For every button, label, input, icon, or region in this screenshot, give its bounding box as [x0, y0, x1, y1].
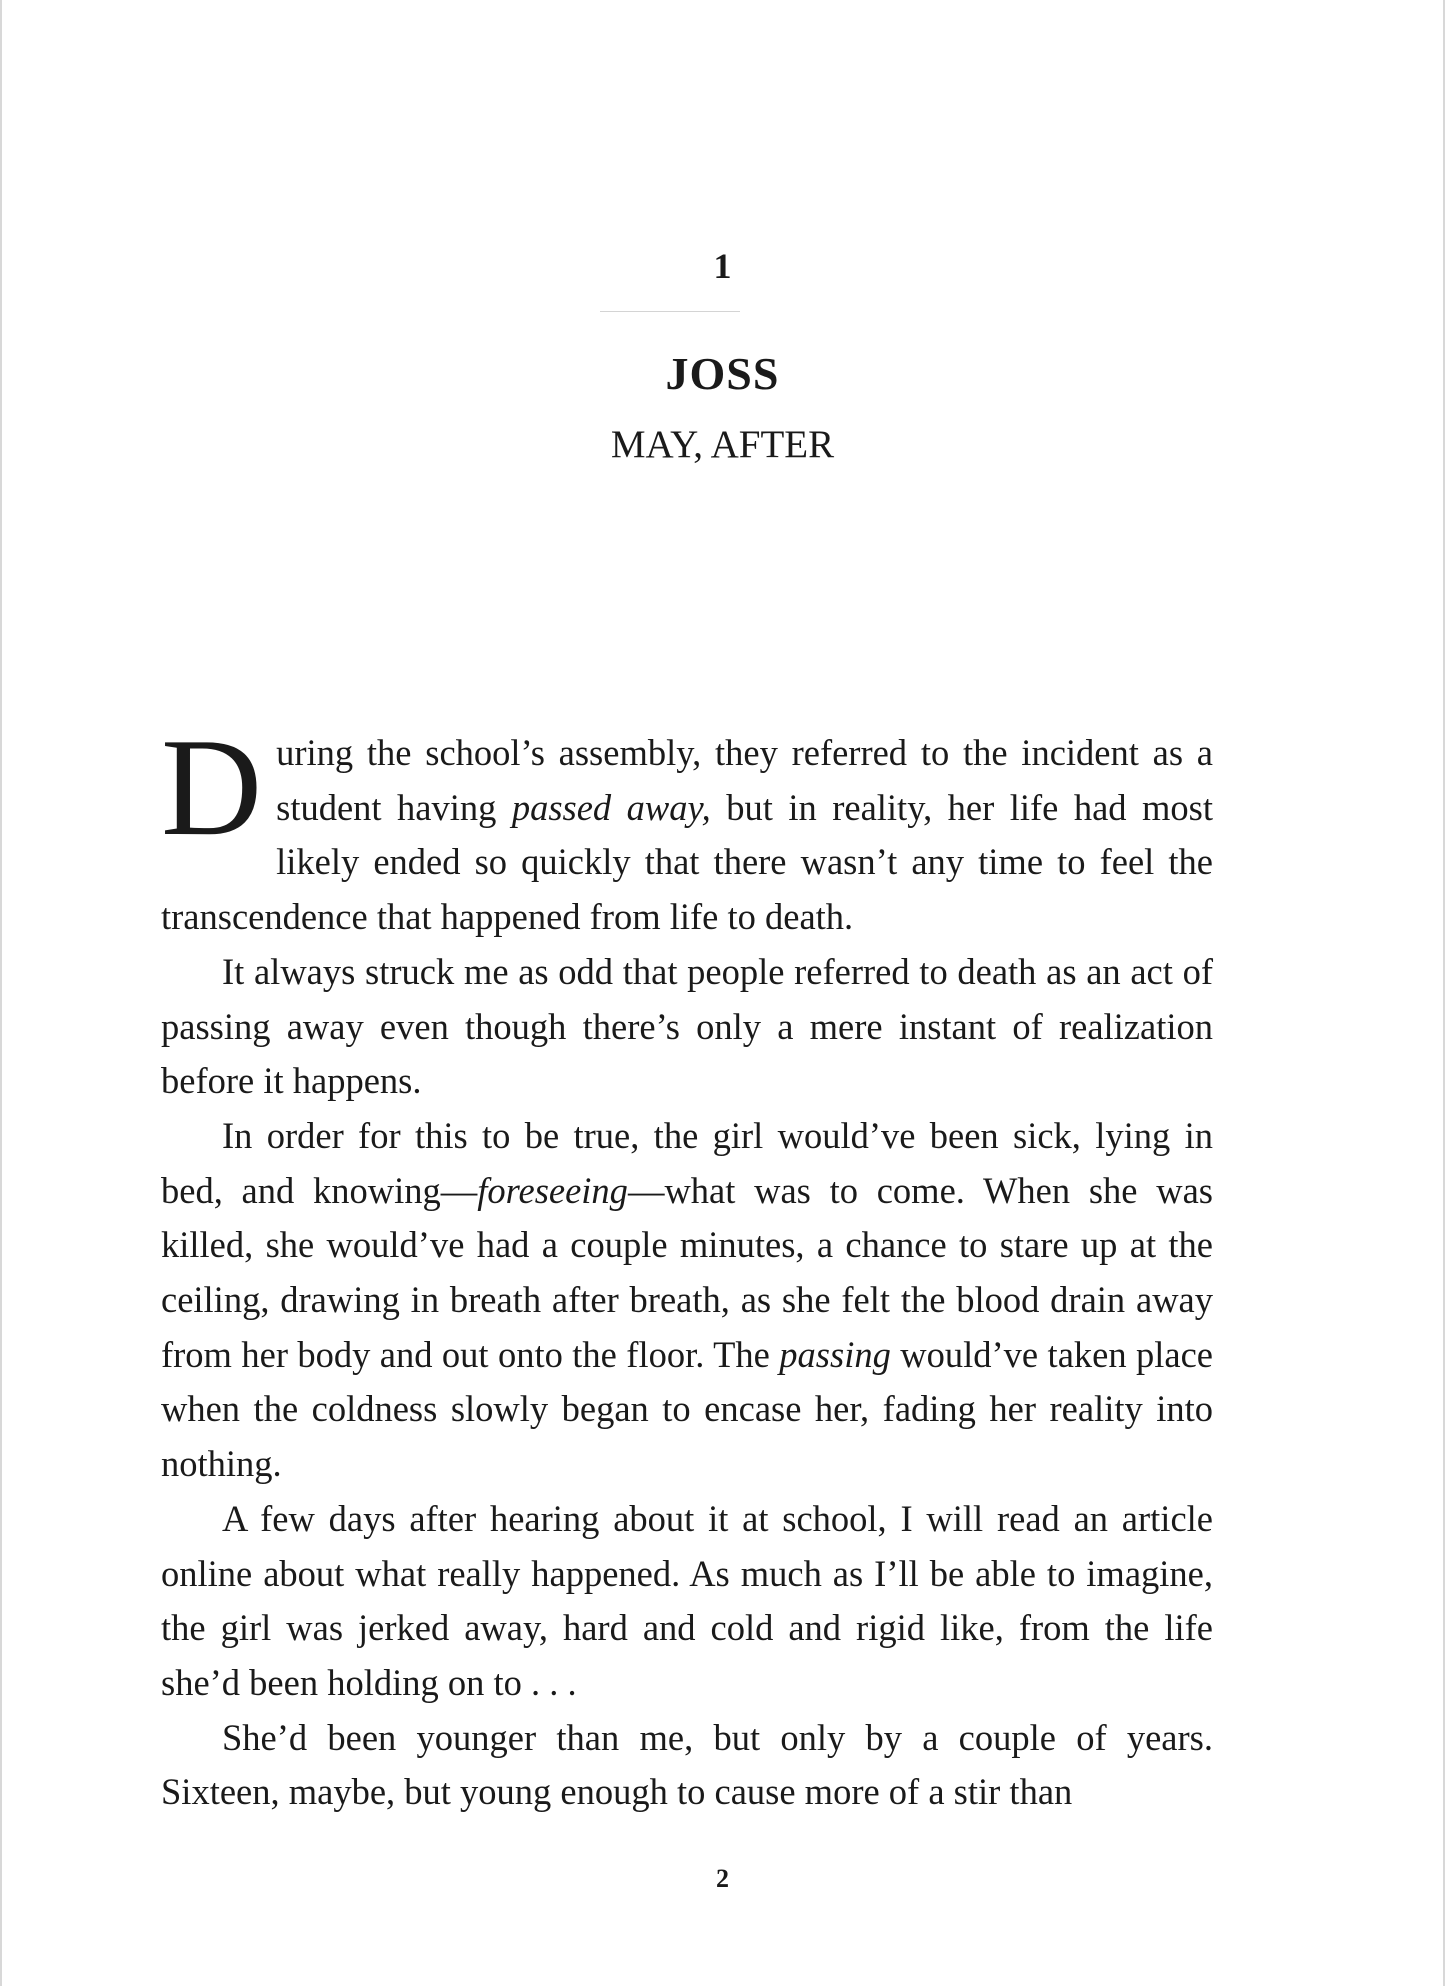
paragraph-1-italic: passed away, [511, 786, 711, 828]
paragraph-3 [161, 1109, 1213, 1492]
paragraph-2: It always struck me as odd that people referred to death as an act of passing away even though there’s only a mere instant of realization before it happens. [161, 950, 1213, 1102]
chapter-divider [600, 311, 740, 312]
chapter-title: JOSS [665, 348, 780, 399]
paragraph-1-text-b: but in reality, her life had most likely ended so quickly that there wasn’t any time to feel the transcendence that happened from life to death. [161, 786, 1213, 938]
paragraph-3-text-b: —what was to come. When she was killed, she would’ve had a couple minutes, a chance to stare up at the ceiling, drawing in breath after breath, as she felt the blood drain away from her body and out onto the floor. The [161, 1169, 1214, 1375]
paragraph-3-italic-a: foreseeing [477, 1169, 628, 1211]
paragraph-4: A few days after hearing about it at school, I will read an article online about what really happened. As much as I’ll be able to imagine, the girl was jerked away, hard and cold and rigid like, from the life she’d been holding on to . . . [161, 1497, 1213, 1703]
page-edge-left [0, 0, 2, 1986]
paragraph-1-text-a: uring the school’s assembly, they referred to the incident as a student having [276, 732, 1213, 828]
chapter-subtitle: MAY, AFTER [610, 423, 835, 466]
paragraph-3-text-a: In order for this to be true, the girl would’ve been sick, lying in bed, and knowing— [161, 1114, 1213, 1211]
paragraph-5: She’d been younger than me, but only by a couple of years. Sixteen, maybe, but young enough to cause more of a stir than [161, 1716, 1213, 1813]
paragraph-3-italic-b: passing [779, 1333, 891, 1375]
paragraph-1 [161, 710, 1213, 945]
page-number: 2 [716, 1864, 729, 1893]
drop-cap: D [161, 710, 263, 865]
paragraph-3-text-c: would’ve taken place when the coldness slowly began to encase her, fading her reality into nothing. [161, 1333, 1214, 1485]
chapter-body [161, 710, 1214, 1820]
chapter-number: 1 [713, 246, 732, 286]
